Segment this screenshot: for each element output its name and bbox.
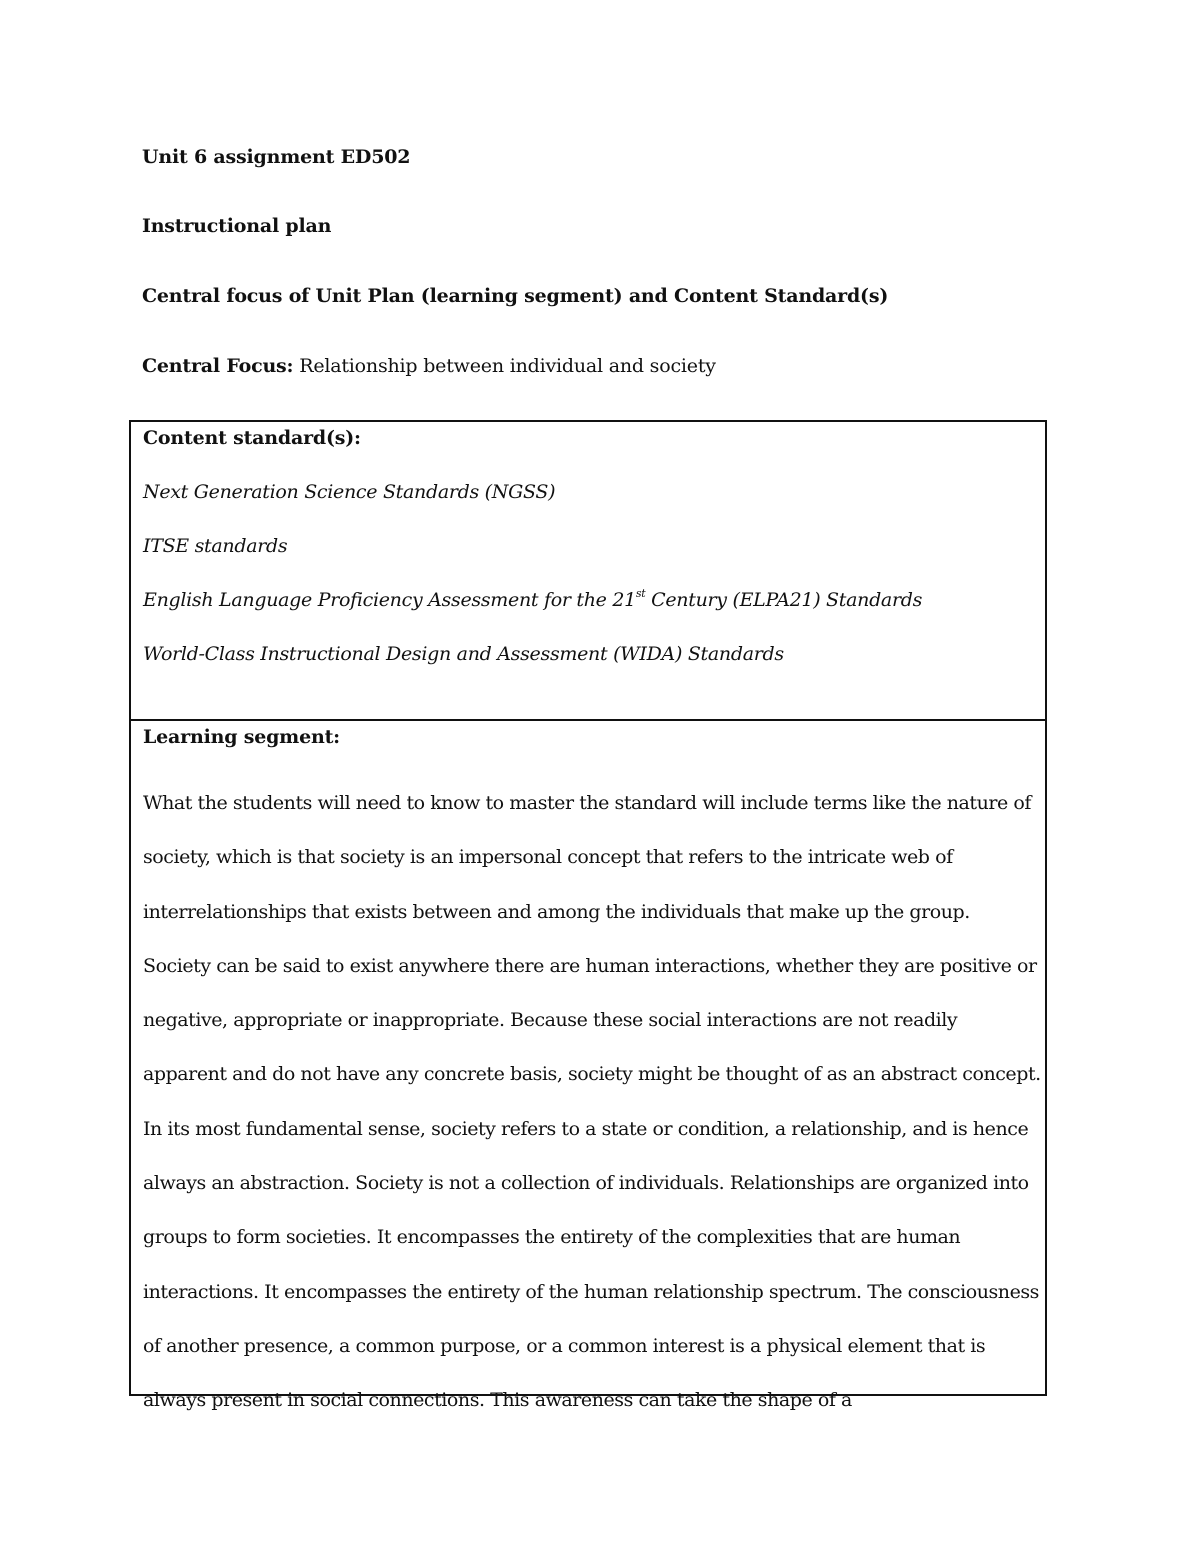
elpa21-suffix: Century (ELPA21) Standards bbox=[645, 589, 923, 611]
learning-segment-text: What the students will need to know to master the standard will include terms like the nature of society, which is that society is an impersonal concept that refers to the intricate web of interrelationships that exists between and among the individuals that make up the group. Society can be said to exist anywhere there are human interactions, whether they are positive or negative, appropriate or inappropriate. Because these social interactions are not readily apparent and do not have any concrete basis, society might be thought of as an abstract concept. In its most fundamental sense, society refers to a state or condition, a relationship, and is hence always an abstraction. Society is not a collection of individuals. Relationships are organized into groups to form societies. It encompasses the entirety of the complexities that are human interactions. It encompasses the entirety of the human relationship spectrum. The consciousness of another presence, a common purpose, or a common interest is a physical element that is always present in social connections. This awareness can take the shape of a bbox=[143, 792, 1041, 1412]
central-focus-value: Relationship between individual and society bbox=[293, 355, 716, 377]
elpa21-superscript: st bbox=[635, 586, 646, 600]
central-focus-label: Central Focus: bbox=[142, 355, 294, 377]
standard-item-elpa21 bbox=[143, 588, 922, 612]
learning-segment-label: Learning segment: bbox=[143, 726, 340, 748]
content-standards-label: Content standard(s): bbox=[143, 427, 361, 449]
standard-item-ngss: Next Generation Science Standards (NGSS) bbox=[143, 481, 556, 503]
standard-item-itse: ITSE standards bbox=[143, 535, 288, 557]
standards-table bbox=[129, 420, 1047, 1412]
document-subtitle: Instructional plan bbox=[142, 215, 332, 237]
table-row-divider bbox=[131, 719, 1045, 721]
document-title: Unit 6 assignment ED502 bbox=[142, 146, 411, 168]
elpa21-text: English Language Proficiency Assessment for the 21 bbox=[143, 589, 636, 611]
standard-item-wida: World-Class Instructional Design and Assessment (WIDA) Standards bbox=[143, 643, 784, 665]
central-focus-line bbox=[142, 354, 716, 378]
section-heading: Central focus of Unit Plan (learning segment) and Content Standard(s) bbox=[142, 285, 889, 307]
